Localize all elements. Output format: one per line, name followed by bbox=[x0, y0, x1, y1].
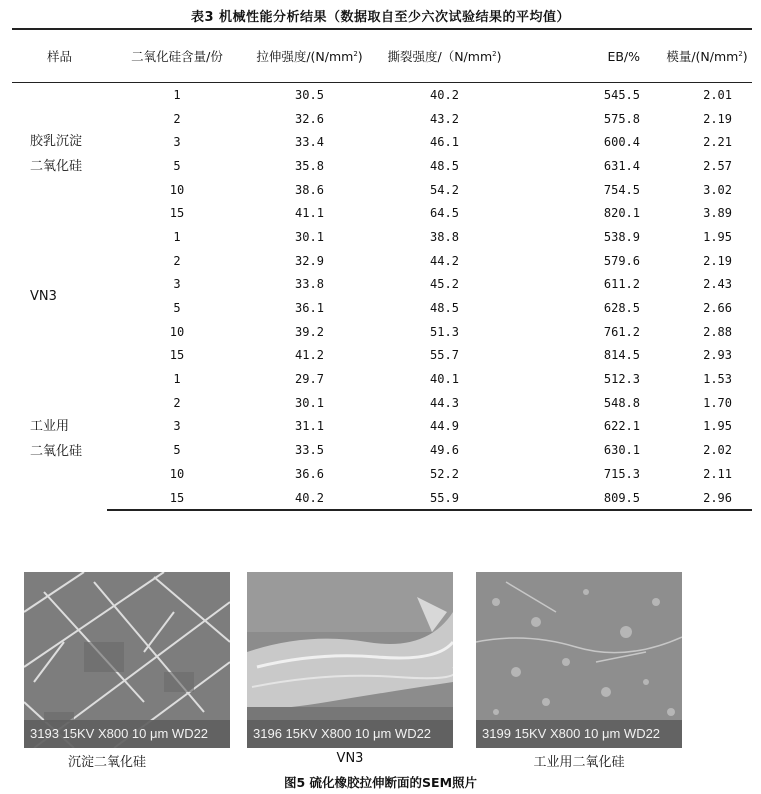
table-row bbox=[12, 367, 752, 391]
table-row bbox=[12, 107, 752, 131]
modulus-cell: 2.96 bbox=[662, 486, 752, 511]
tear-strength-cell: 45.2 bbox=[430, 277, 459, 292]
modulus-cell: 2.21 bbox=[703, 135, 732, 150]
modulus-cell: 1.95 bbox=[703, 419, 732, 434]
tensile-strength-cell: 30.1 bbox=[295, 395, 324, 410]
table-row bbox=[12, 225, 752, 249]
table-header-row bbox=[12, 29, 752, 83]
modulus-cell: 2.02 bbox=[703, 443, 732, 458]
table-row bbox=[12, 391, 752, 415]
sem-image-precipitated-silica bbox=[24, 572, 230, 748]
silica-content-cell: 10 bbox=[169, 466, 185, 481]
modulus-cell: 2.19 bbox=[703, 111, 732, 126]
tensile-strength-cell: 29.7 bbox=[295, 372, 324, 387]
eb-cell: 809.5 bbox=[517, 486, 662, 511]
tear-strength-cell: 55.9 bbox=[372, 486, 517, 511]
tensile-strength-cell: 41.1 bbox=[295, 206, 324, 221]
modulus-cell: 2.19 bbox=[703, 253, 732, 268]
tensile-strength-cell: 40.2 bbox=[247, 486, 372, 511]
table-row bbox=[12, 201, 752, 225]
header-sample: 样品 bbox=[12, 29, 107, 83]
eb-cell: 512.3 bbox=[603, 372, 640, 387]
modulus-cell: 1.70 bbox=[703, 395, 732, 410]
tear-strength-cell: 40.2 bbox=[430, 87, 459, 102]
tensile-strength-cell: 33.8 bbox=[295, 277, 324, 292]
tear-strength-cell: 54.2 bbox=[430, 182, 459, 197]
silica-content-cell: 3 bbox=[173, 277, 181, 292]
table-title: 表3 机械性能分析结果（数据取自至少六次试验结果的平均值） bbox=[190, 10, 571, 25]
eb-cell: 761.2 bbox=[603, 324, 640, 339]
modulus-cell: 1.95 bbox=[703, 229, 732, 244]
header-modulus: 模量$/(N/mm^2)$ bbox=[662, 29, 752, 83]
header-tensile-strength: 拉伸强度$/(N/mm^2)$ bbox=[247, 29, 372, 83]
silica-content-cell: 3 bbox=[173, 135, 181, 150]
header-eb: EB/% bbox=[517, 29, 662, 83]
eb-cell: 622.1 bbox=[603, 419, 640, 434]
eb-cell: 630.1 bbox=[603, 443, 640, 458]
eb-cell: 545.5 bbox=[603, 87, 640, 102]
tensile-strength-cell: 36.6 bbox=[295, 466, 324, 481]
header-silica-content: 二氧化硅含量/份 bbox=[107, 29, 247, 83]
tensile-strength-cell: 39.2 bbox=[295, 324, 324, 339]
table-body bbox=[12, 83, 752, 511]
figure-title: 图5 硫化橡胶拉伸断面的SEM照片 bbox=[283, 775, 478, 790]
tensile-strength-cell: 36.1 bbox=[295, 301, 324, 316]
eb-cell: 538.9 bbox=[603, 229, 640, 244]
tear-strength-cell: 43.2 bbox=[430, 111, 459, 126]
eb-cell: 575.8 bbox=[603, 111, 640, 126]
tear-strength-cell: 38.8 bbox=[430, 229, 459, 244]
tear-strength-cell: 51.3 bbox=[430, 324, 459, 339]
header-tear-strength: 撕裂强度$/(N/mm^2)$ bbox=[372, 29, 517, 83]
sem-label: 3199 15KV X800 10 μm WD22 bbox=[476, 720, 682, 748]
silica-content-cell: 3 bbox=[173, 419, 181, 434]
table-row bbox=[12, 296, 752, 320]
eb-cell: 820.1 bbox=[603, 206, 640, 221]
modulus-cell: 2.11 bbox=[703, 466, 732, 481]
eb-cell: 754.5 bbox=[603, 182, 640, 197]
modulus-cell: 2.43 bbox=[703, 277, 732, 292]
tensile-strength-cell: 32.6 bbox=[295, 111, 324, 126]
tear-strength-cell: 44.3 bbox=[430, 395, 459, 410]
tensile-strength-cell: 30.1 bbox=[295, 229, 324, 244]
table-row bbox=[12, 130, 752, 154]
silica-content-cell: 2 bbox=[173, 111, 181, 126]
table-row bbox=[12, 486, 752, 511]
sample-name-line: 胶乳沉淀 bbox=[30, 134, 83, 150]
eb-cell: 628.5 bbox=[603, 301, 640, 316]
silica-content-cell: 5 bbox=[173, 443, 181, 458]
eb-cell: 631.4 bbox=[603, 158, 640, 173]
table-row bbox=[12, 249, 752, 273]
silica-content-cell: 15 bbox=[107, 486, 247, 511]
silica-content-cell: 15 bbox=[169, 348, 185, 363]
table-row bbox=[12, 415, 752, 439]
table-row bbox=[12, 178, 752, 202]
modulus-cell: 3.02 bbox=[703, 182, 732, 197]
modulus-cell: 1.53 bbox=[703, 372, 732, 387]
eb-cell: 600.4 bbox=[603, 135, 640, 150]
table-row bbox=[12, 462, 752, 486]
tensile-strength-cell: 38.6 bbox=[295, 182, 324, 197]
modulus-cell: 2.88 bbox=[703, 324, 732, 339]
modulus-cell: 2.66 bbox=[703, 301, 732, 316]
eb-cell: 548.8 bbox=[603, 395, 640, 410]
silica-content-cell: 15 bbox=[169, 206, 185, 221]
tear-strength-cell: 44.9 bbox=[430, 419, 459, 434]
silica-content-cell: 2 bbox=[173, 253, 181, 268]
table-row bbox=[12, 154, 752, 178]
silica-content-cell: 2 bbox=[173, 395, 181, 410]
table-row bbox=[12, 320, 752, 344]
table-row bbox=[12, 438, 752, 462]
silica-content-cell: 5 bbox=[173, 301, 181, 316]
mechanical-properties-table bbox=[12, 28, 752, 511]
caption-industrial-silica: 工业用二氧化硅 bbox=[533, 755, 625, 770]
tear-strength-cell: 40.1 bbox=[430, 372, 459, 387]
tensile-strength-cell: 31.1 bbox=[295, 419, 324, 434]
tensile-strength-cell: 35.8 bbox=[295, 158, 324, 173]
sample-name-cell bbox=[12, 367, 107, 510]
tear-strength-cell: 55.7 bbox=[430, 348, 459, 363]
tear-strength-cell: 52.2 bbox=[430, 466, 459, 481]
eb-cell: 814.5 bbox=[603, 348, 640, 363]
silica-content-cell: 10 bbox=[169, 324, 185, 339]
silica-content-cell: 10 bbox=[169, 182, 185, 197]
table-row bbox=[12, 83, 752, 107]
silica-content-cell: 1 bbox=[173, 372, 181, 387]
table-row bbox=[12, 344, 752, 368]
sample-name-cell bbox=[12, 83, 107, 226]
tensile-strength-cell: 41.2 bbox=[295, 348, 324, 363]
modulus-cell: 3.89 bbox=[703, 206, 732, 221]
sem-label: 3196 15KV X800 10 μm WD22 bbox=[247, 720, 453, 748]
tensile-strength-cell: 30.5 bbox=[295, 87, 324, 102]
modulus-cell: 2.93 bbox=[703, 348, 732, 363]
sample-name-line: 工业用 bbox=[30, 418, 70, 434]
caption-vn3: VN3 bbox=[336, 751, 364, 766]
sample-name-line: 二氧化硅 bbox=[30, 443, 83, 459]
tear-strength-cell: 46.1 bbox=[430, 135, 459, 150]
eb-cell: 579.6 bbox=[603, 253, 640, 268]
sem-label: 3193 15KV X800 10 μm WD22 bbox=[24, 720, 230, 748]
tear-strength-cell: 48.5 bbox=[430, 301, 459, 316]
sem-image-industrial-silica bbox=[476, 572, 682, 748]
tear-strength-cell: 48.5 bbox=[430, 158, 459, 173]
silica-content-cell: 1 bbox=[173, 87, 181, 102]
modulus-cell: 2.01 bbox=[703, 87, 732, 102]
sem-image-vn3 bbox=[247, 572, 453, 748]
eb-cell: 611.2 bbox=[603, 277, 640, 292]
tensile-strength-cell: 32.9 bbox=[295, 253, 324, 268]
sample-name-line: VN3 bbox=[30, 288, 57, 304]
sample-name-cell bbox=[12, 225, 107, 367]
tear-strength-cell: 49.6 bbox=[430, 443, 459, 458]
modulus-cell: 2.57 bbox=[703, 158, 732, 173]
silica-content-cell: 5 bbox=[173, 158, 181, 173]
tear-strength-cell: 64.5 bbox=[430, 206, 459, 221]
tensile-strength-cell: 33.4 bbox=[295, 135, 324, 150]
tensile-strength-cell: 33.5 bbox=[295, 443, 324, 458]
silica-content-cell: 1 bbox=[173, 229, 181, 244]
tear-strength-cell: 44.2 bbox=[430, 253, 459, 268]
eb-cell: 715.3 bbox=[603, 466, 640, 481]
table-row bbox=[12, 273, 752, 297]
caption-precipitated-silica: 沉淀二氧化硅 bbox=[67, 755, 146, 770]
sample-name-line: 二氧化硅 bbox=[30, 159, 83, 175]
